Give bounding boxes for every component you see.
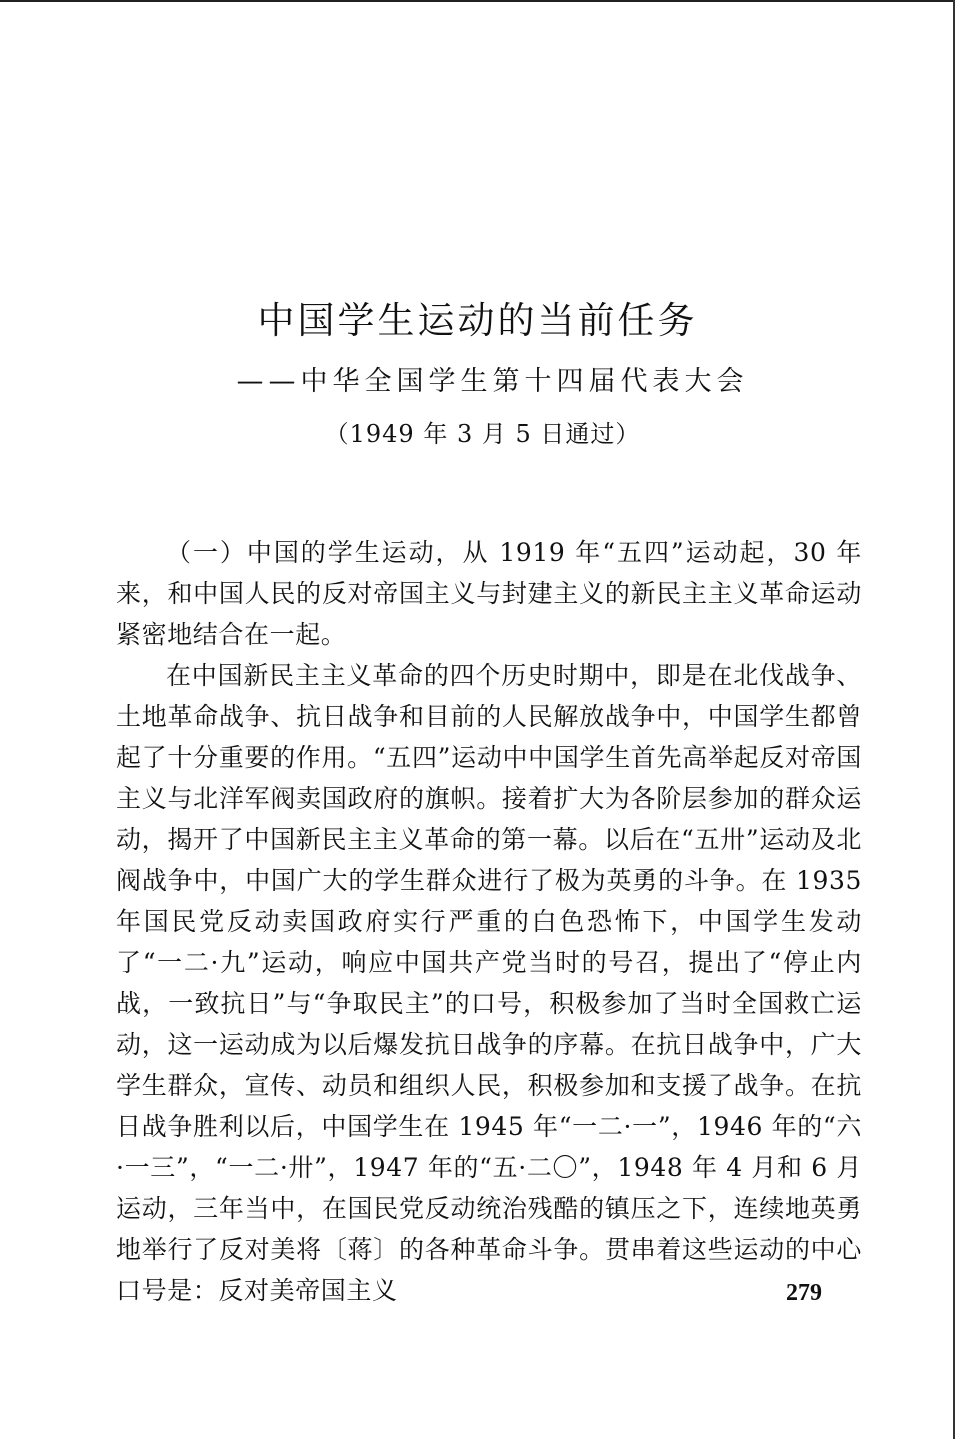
document-title: 中国学生运动的当前任务 [257,299,698,342]
date-line: （1949 年 3 月 5 日通过） [324,420,641,448]
paragraph-2: 在中国新民主主义革命的四个历史时期中，即是在北伐战争、土地革命战争、抗日战争和目前的人民解放战争中，中国学生都曾起了十分重要的作用。“五四”运动中中国学生首先高举起反对帝国主义与北洋军阀卖国政府的旗帜。接着扩大为各阶层参加的群众运动，揭开了中国新民主主义革命的第一幕。以后在“五卅”运动及北阀战争中，中国广大的学生群众进行了极为英勇的斗争。在 1935 年国民党反动卖国政府实行严重的白色恐怖下，中国学生发动了“一二·九”运动，响应中国共产党当时的号召，提出了“停止内战，一致抗日”与“争取民主”的口号，积极参加了当时全国救亡运动，这一运动成为以后爆发抗日战争的序幕。在抗日战争中，广大学生群众，宣传、动员和组织人民，积极参加和支援了战争。在抗日战争胜利以后，中国学生在 1945 年“一二·一”，1946 年的“六·一三”，“一二·卅”，1947 年的“五·二〇”，1948 年 4 月和 6 月运动，三年当中，在国民党反动统治残酷的镇压之下，连续地英勇地举行了反对美将〔蒋〕的各种革命斗争。贯串着这些运动的中心口号是：反对美帝国主义 [116,661,862,1305]
page-border-top [0,0,955,2]
document-subtitle: ——中华全国学生第十四届代表大会 [236,366,749,397]
page-number: 279 [786,1280,822,1306]
paragraph-1: （一）中国的学生运动，从 1919 年“五四”运动起，30 年来，和中国人民的反对帝国主义与封建主义的新民主主义革命运动紧密地结合在一起。 [116,538,862,649]
body-text [116,532,862,1311]
